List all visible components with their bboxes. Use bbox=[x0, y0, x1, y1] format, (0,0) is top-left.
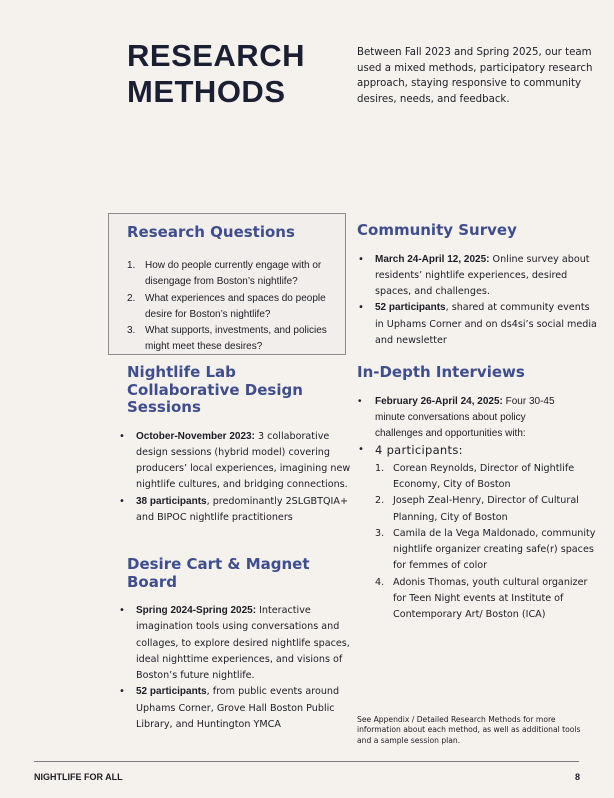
bullet-text: , from public events around Uphams Corner, Grove Hall Boston Public Library, and Huntington YMCA bbox=[136, 686, 340, 731]
list-number: 2. bbox=[127, 292, 136, 304]
bullet-text: Interactive imagination tools using conversations and collages, to explore desired nightlife spaces, ideal nighttime experiences, and visions of Boston’s future nightlife. bbox=[136, 605, 350, 682]
bullet-bold: October-November 2023: bbox=[136, 430, 255, 442]
list-item bbox=[127, 291, 337, 324]
community-survey-section bbox=[357, 222, 597, 349]
desire-cart-list bbox=[118, 603, 352, 733]
list-item bbox=[357, 300, 597, 349]
interviews-list bbox=[357, 394, 597, 624]
bullet-bold: February 26-April 24, 2025: bbox=[375, 395, 503, 407]
page-title bbox=[127, 38, 305, 110]
list-item bbox=[118, 494, 352, 527]
list-number: 1. bbox=[127, 260, 136, 271]
list-number: 2. bbox=[375, 495, 385, 507]
bullet-icon: • bbox=[358, 444, 364, 456]
bullet-bold: 52 participants bbox=[136, 686, 207, 698]
list-number: 3. bbox=[375, 527, 385, 539]
bullet-text: 3 collaborative design sessions (hybrid model) covering producers’ local experiences, imagining new nightlife cultures, and bridging connections. bbox=[136, 430, 351, 491]
list-item bbox=[357, 252, 597, 301]
nightlife-lab-heading: Nightlife Lab Collaborative Design Sessions bbox=[127, 363, 303, 416]
community-survey-list bbox=[357, 252, 597, 350]
bullet-text: , predominantly 2SLGBTQIA+ and BIPOC nightlife practitioners bbox=[136, 495, 348, 523]
community-survey-heading: Community Survey bbox=[357, 221, 517, 239]
bullet-icon: • bbox=[119, 495, 125, 507]
desire-cart-section bbox=[119, 555, 352, 733]
bullet-icon: • bbox=[358, 253, 364, 265]
page-number: 8 bbox=[574, 772, 580, 782]
bullet-text: Online survey about residents’ nightlife experiences, desired spaces, and challenges. bbox=[375, 253, 590, 298]
list-item bbox=[375, 461, 597, 494]
bullet-icon: • bbox=[119, 605, 125, 616]
bullet-icon: • bbox=[119, 686, 125, 698]
list-item bbox=[357, 394, 575, 443]
nightlife-lab-list bbox=[118, 429, 352, 527]
page-title-line-1: RESEARCH bbox=[127, 38, 305, 73]
bullet-icon: • bbox=[119, 430, 125, 442]
list-text: What experiences and spaces do people desire for Boston’s nightlife? bbox=[145, 292, 326, 320]
list-text: Adonis Thomas, youth cultural organizer for Teen Night events at Institute of Contemporary Art/ Boston (ICA) bbox=[393, 576, 588, 621]
list-item bbox=[375, 575, 597, 624]
bullet-text: Four 30-45 minute conversations about policy challenges and opportunities with: bbox=[375, 395, 555, 440]
bullet-icon: • bbox=[358, 302, 364, 314]
list-text: What supports, investments, and policies might meet these desires? bbox=[145, 325, 327, 353]
list-item bbox=[118, 684, 352, 733]
list-item bbox=[127, 258, 337, 291]
bullet-bold: 52 participants bbox=[375, 302, 446, 314]
list-item bbox=[357, 442, 597, 623]
list-number: 1. bbox=[375, 462, 385, 474]
list-item bbox=[118, 429, 352, 494]
list-number: 3. bbox=[127, 325, 136, 337]
participants-list bbox=[375, 461, 597, 624]
list-item bbox=[375, 526, 597, 575]
list-text: Joseph Zeal-Henry, Director of Cultural Planning, City of Boston bbox=[393, 495, 579, 523]
bullet-text: 4 participants: bbox=[375, 443, 463, 458]
list-item bbox=[118, 603, 352, 684]
interviews-heading: In-Depth Interviews bbox=[357, 363, 525, 381]
list-item bbox=[375, 493, 597, 526]
nightlife-lab-section bbox=[119, 363, 352, 526]
research-questions-box bbox=[108, 213, 346, 355]
list-number: 4. bbox=[375, 576, 385, 588]
page-title-line-2: METHODS bbox=[127, 74, 286, 109]
list-text: Camila de la Vega Maldonado, community nightlife organizer creating safe(r) spaces for femmes of color bbox=[393, 527, 596, 572]
bullet-icon: • bbox=[358, 395, 362, 407]
interviews-section bbox=[357, 364, 597, 624]
intro-paragraph: Between Fall 2023 and Spring 2025, our team used a mixed methods, participatory research approach, staying responsive to community desires, needs, and feedback. bbox=[357, 47, 593, 105]
footer-divider bbox=[34, 761, 579, 762]
research-questions-list bbox=[127, 258, 337, 356]
bullet-bold: 38 participants bbox=[136, 495, 207, 507]
list-item bbox=[127, 323, 337, 356]
list-text: Corean Reynolds, Director of Nightlife Economy, City of Boston bbox=[393, 462, 575, 490]
appendix-note: See Appendix / Detailed Research Methods for more information about each method, as well as additional tools and a sample session plan. bbox=[357, 715, 581, 745]
list-text: How do people currently engage with or disengage from Boston’s nightlife? bbox=[145, 260, 322, 288]
desire-cart-heading: Desire Cart & Magnet Board bbox=[127, 555, 310, 591]
bullet-text: , shared at community events in Uphams Corner and on ds4si’s social media and newsletter bbox=[375, 302, 597, 346]
bullet-bold: March 24-April 12, 2025: bbox=[375, 253, 490, 265]
footer-publication-title: NIGHTLIFE FOR ALL bbox=[34, 772, 123, 782]
bullet-bold: Spring 2024-Spring 2025: bbox=[136, 605, 257, 616]
research-questions-heading: Research Questions bbox=[127, 223, 295, 241]
